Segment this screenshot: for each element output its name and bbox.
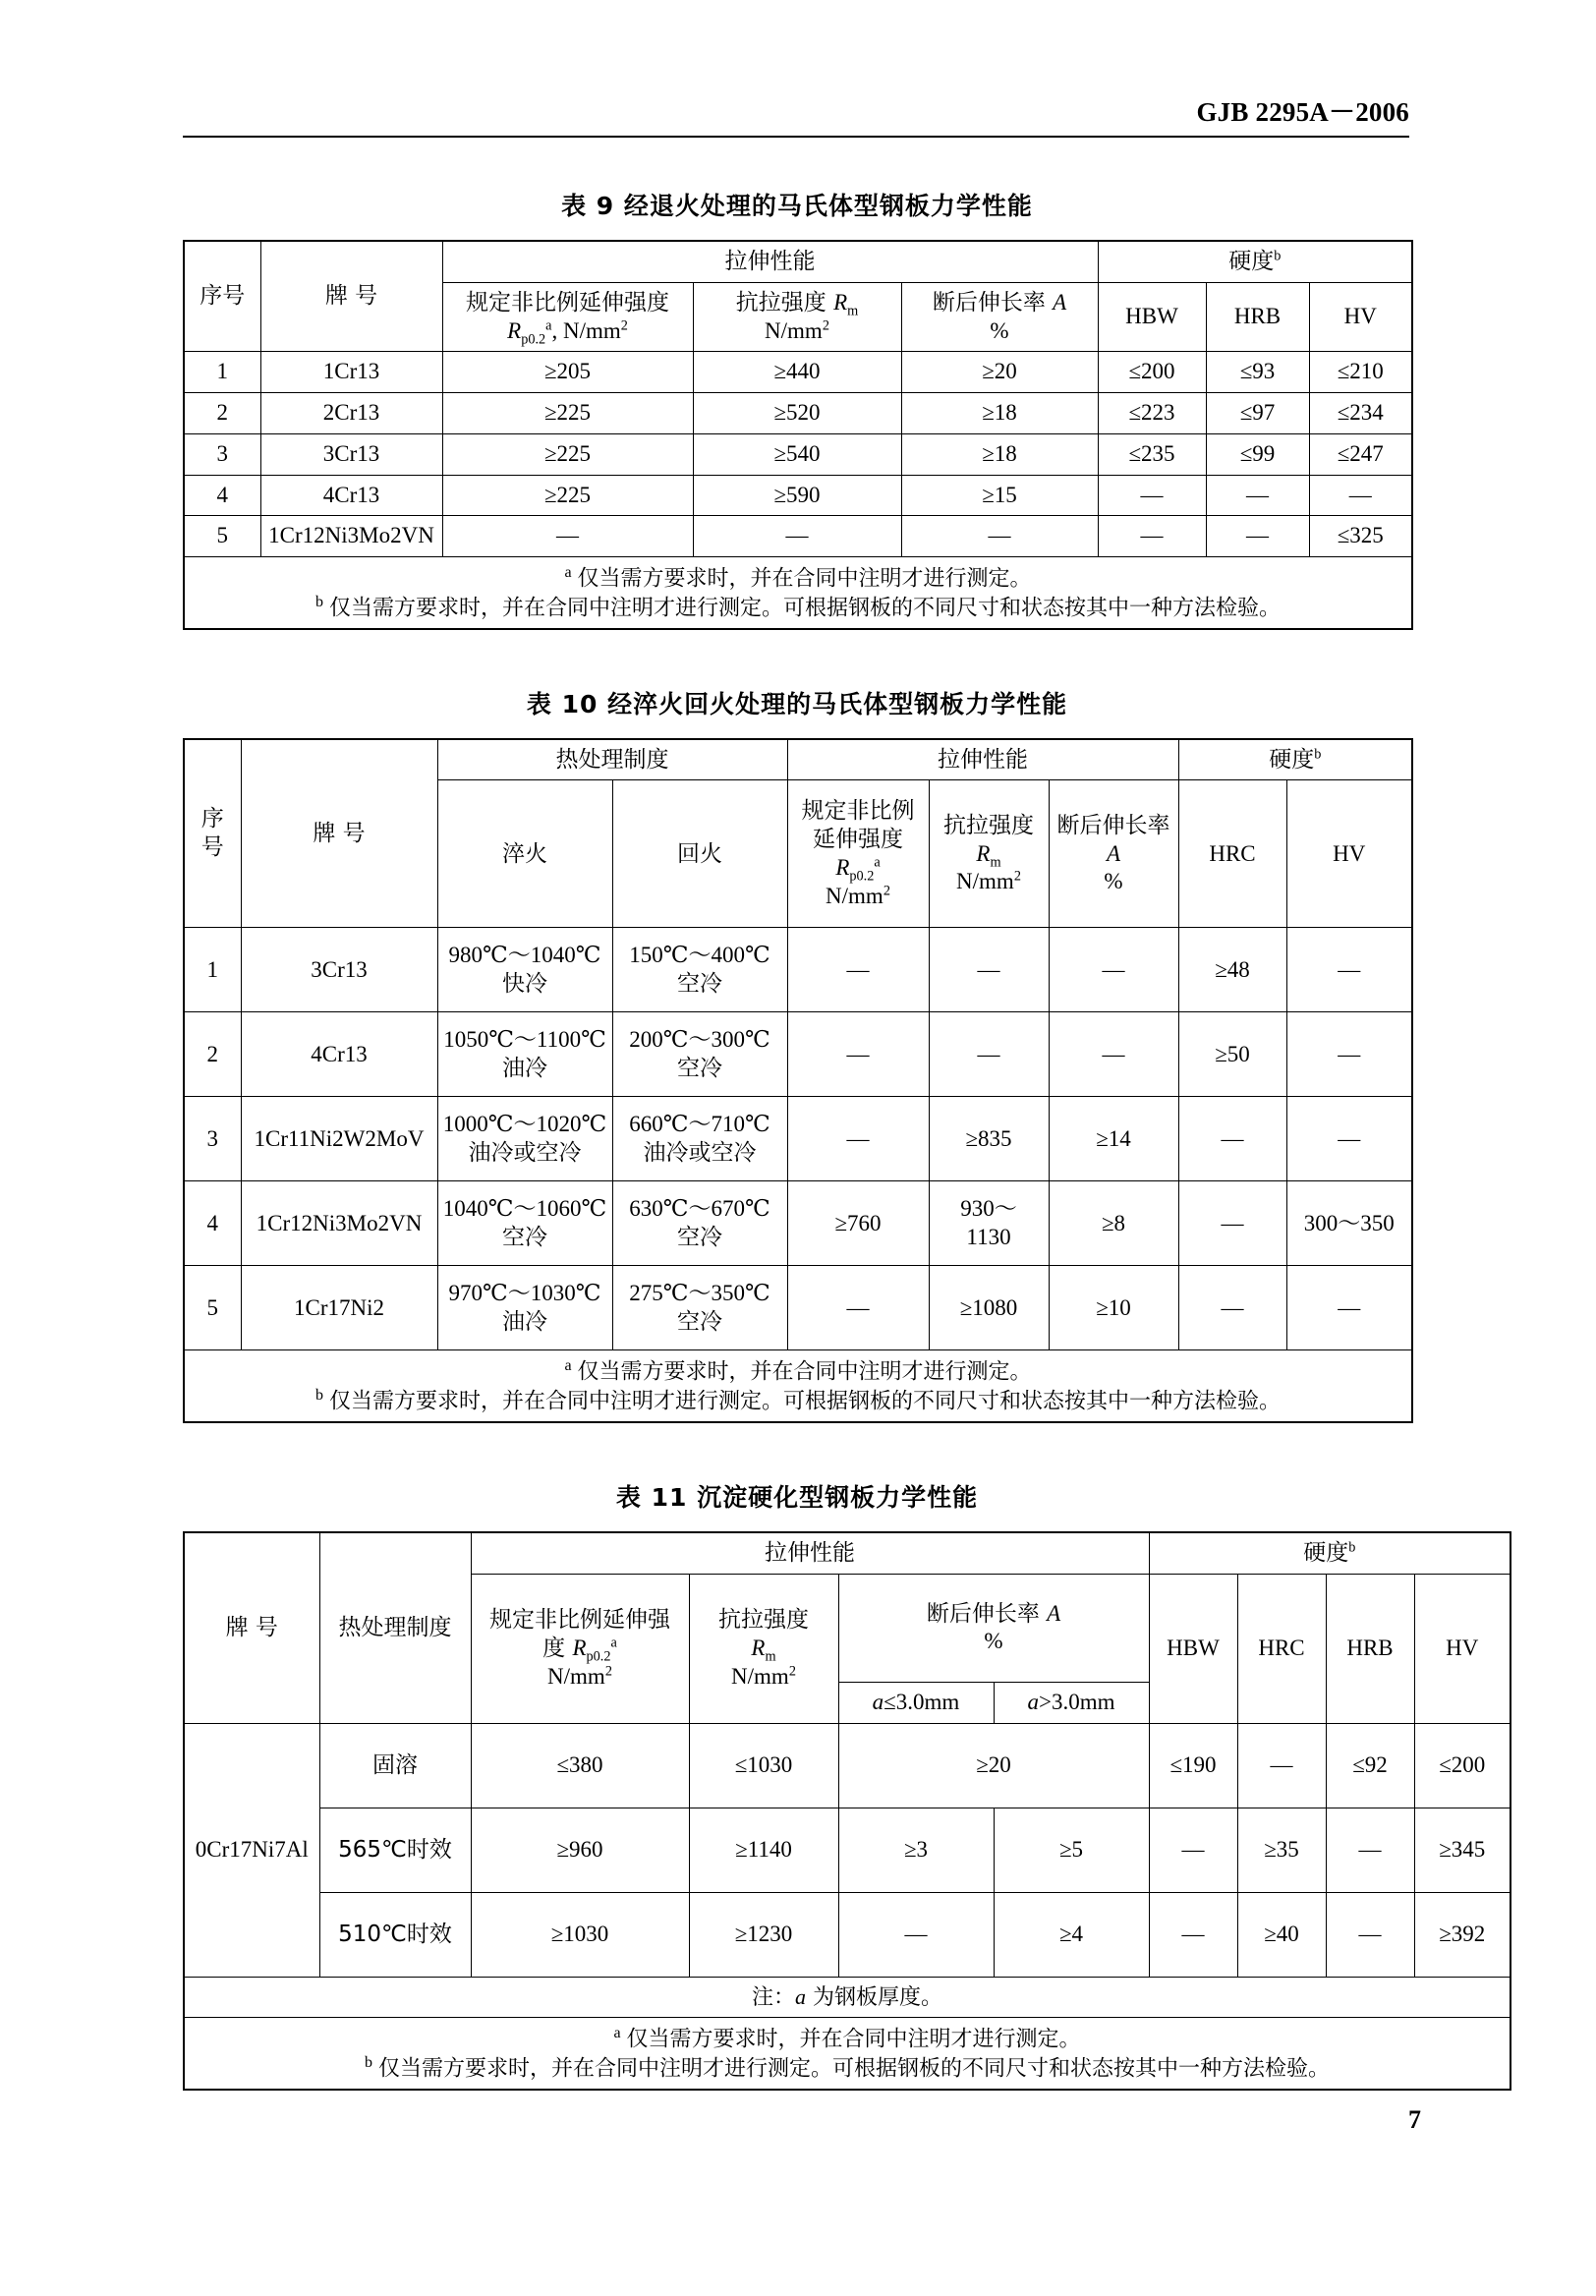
cell-hrc: ≥48 (1178, 928, 1286, 1012)
cell-seq: 3 (184, 433, 260, 475)
cell-elongation-le: — (838, 1892, 994, 1977)
th-rp02-line2-prefix: 度 (542, 1635, 573, 1661)
cell-seq: 3 (184, 1097, 241, 1181)
table-10-block (183, 685, 1411, 1423)
th-hrb: HRB (1206, 282, 1309, 352)
th-elong-label: 断后伸长率 (932, 289, 1054, 316)
th-hardness-label: 硬度 (1303, 1540, 1349, 1567)
footnote-a-text: 仅当需方要求时，并在合同中注明才进行测定。 (577, 566, 1032, 592)
temper-temp: 275℃～350℃ (629, 1281, 770, 1306)
th-temper: 回火 (612, 780, 787, 928)
table-row (184, 475, 1412, 516)
table-row (184, 352, 1412, 393)
cell-hrb: ≤99 (1206, 433, 1309, 475)
cell-rp02: ≥225 (442, 393, 693, 434)
rm-subscript: m (765, 1648, 776, 1665)
th-grade: 牌 号 (184, 1532, 319, 1723)
footnote-b-mark: b (315, 593, 323, 610)
cell-hv: ≤234 (1309, 393, 1412, 434)
note-symbol: a (795, 1983, 806, 2009)
cell-elongation: — (901, 516, 1098, 557)
th-grade: 牌 号 (241, 739, 437, 928)
th-rp02 (442, 282, 693, 352)
cell-elongation: ≥8 (1049, 1181, 1178, 1266)
table-row (184, 1266, 1412, 1350)
cell-elongation-combined: ≥20 (838, 1723, 1149, 1808)
footnote-a (188, 2024, 1507, 2053)
th-quench: 淬火 (437, 780, 612, 928)
th-hardness-footnote-mark: b (1314, 746, 1322, 762)
table-9-footnotes-row (184, 557, 1412, 629)
rm-subscript: m (990, 854, 1001, 871)
table-11-footnotes (184, 2018, 1510, 2090)
table-10-footnotes-row (184, 1350, 1412, 1422)
th-hbw: HBW (1098, 282, 1206, 352)
rp-unit-exp: 2 (883, 883, 890, 898)
th-rm-label: 抗拉强度 (943, 812, 1034, 838)
cell-hbw: — (1149, 1892, 1237, 1977)
cell-elongation-gt: ≥4 (994, 1892, 1149, 1977)
cell-elongation: — (1049, 1012, 1178, 1097)
table-9-body (184, 352, 1412, 629)
rm-units: N/mm (765, 317, 823, 343)
elong-units: % (990, 317, 1009, 343)
footnote-a (188, 1356, 1408, 1386)
elong-symbol: A (1106, 840, 1121, 866)
cell-hrb: ≤93 (1206, 352, 1309, 393)
cell-grade: 3Cr13 (260, 433, 442, 475)
temper-cooling: 空冷 (677, 1308, 722, 1335)
footnote-b (188, 593, 1408, 622)
cell-hv: — (1286, 1266, 1412, 1350)
cell-quench (437, 1181, 612, 1266)
table-row (184, 1181, 1412, 1266)
table-9-block (183, 187, 1411, 630)
th-rp02-line2 (507, 316, 628, 348)
th-rm-label: 抗拉强度 (718, 1607, 809, 1634)
th-rm (693, 282, 901, 352)
rm-symbol: R (976, 840, 991, 866)
cell-hrc: ≥40 (1237, 1892, 1326, 1977)
footnote-a-text: 仅当需方要求时，并在合同中注明才进行测定。 (626, 2027, 1081, 2052)
page-number: 7 (1408, 2105, 1421, 2134)
cell-hv: — (1286, 1012, 1412, 1097)
temper-temp: 200℃～300℃ (629, 1027, 770, 1053)
thickness-gt-value: >3.0mm (1038, 1689, 1115, 1714)
elong-symbol: A (1047, 1600, 1061, 1626)
th-hardness-footnote-mark: b (1274, 248, 1282, 264)
rp-symbol: R (835, 854, 850, 880)
cell-heat-treatment: 固溶 (319, 1723, 471, 1808)
temper-cooling: 空冷 (677, 1055, 722, 1081)
th-rm (689, 1574, 838, 1723)
th-hrb: HRB (1326, 1574, 1414, 1723)
cell-hv: ≤210 (1309, 352, 1412, 393)
cell-hv: — (1286, 1097, 1412, 1181)
quench-cooling: 油冷 (502, 1308, 547, 1335)
th-rp02-line2: 延伸强度 (813, 827, 903, 853)
cell-hrc: — (1178, 1097, 1286, 1181)
cell-grade: 1Cr11Ni2W2MoV (241, 1097, 437, 1181)
th-rm-label: 抗拉强度 (735, 289, 834, 316)
cell-hrb: — (1206, 516, 1309, 557)
cell-hrc: ≥50 (1178, 1012, 1286, 1097)
footnote-b-mark: b (364, 2053, 372, 2071)
quench-temp: 980℃～1040℃ (448, 943, 601, 968)
cell-hv: — (1286, 928, 1412, 1012)
cell-hrb: — (1326, 1808, 1414, 1892)
cell-rp02: — (787, 1012, 929, 1097)
temper-temp: 660℃～710℃ (629, 1112, 770, 1137)
cell-hbw: ≤223 (1098, 393, 1206, 434)
rp-footnote-mark: a (545, 316, 552, 333)
table-row (184, 1012, 1412, 1097)
rp-unit-exp: 2 (620, 316, 628, 333)
quench-temp: 970℃～1030℃ (448, 1281, 601, 1306)
rm-unit-exp: 2 (788, 1662, 796, 1679)
th-hrc: HRC (1178, 780, 1286, 928)
cell-rm: ≤1030 (689, 1723, 838, 1808)
cell-grade: 4Cr13 (241, 1012, 437, 1097)
thickness-symbol: a (1027, 1689, 1039, 1714)
quench-cooling: 快冷 (502, 970, 547, 997)
elong-units: % (984, 1629, 1003, 1654)
cell-rp02: ≥960 (471, 1808, 689, 1892)
th-thickness-le (838, 1682, 994, 1723)
rm-units: N/mm (731, 1663, 789, 1689)
rp-units: N/mm (547, 1663, 605, 1689)
cell-rp02: ≥225 (442, 475, 693, 516)
footnote-b (188, 2053, 1507, 2083)
cell-rp02: — (787, 1266, 929, 1350)
table-row (184, 516, 1412, 557)
rp-subscript: p0.2 (586, 1648, 611, 1665)
quench-cooling: 油冷或空冷 (468, 1139, 582, 1166)
rp-symbol: R (572, 1635, 587, 1660)
cell-temper (612, 1097, 787, 1181)
table-10-footnotes (184, 1350, 1412, 1422)
th-hv: HV (1309, 282, 1412, 352)
table-9-title: 表 9 经退火处理的马氏体型钢板力学性能 (561, 192, 1033, 220)
cell-grade: 0Cr17Ni7Al (184, 1723, 319, 1977)
rp-footnote-mark: a (874, 854, 881, 871)
th-rp02-line1: 规定非比例延伸强度 (466, 289, 669, 316)
th-tensile-group: 拉伸性能 (442, 241, 1098, 282)
th-hrc: HRC (1237, 1574, 1326, 1723)
cell-quench (437, 1097, 612, 1181)
quench-temp: 1050℃～1100℃ (443, 1027, 606, 1053)
cell-seq: 4 (184, 475, 260, 516)
cell-hrc: ≥35 (1237, 1808, 1326, 1892)
cell-hv: ≤247 (1309, 433, 1412, 475)
footnote-a-mark: a (613, 2025, 621, 2042)
cell-rm: ≥1080 (929, 1266, 1049, 1350)
cell-seq: 5 (184, 516, 260, 557)
cell-seq: 2 (184, 393, 260, 434)
rp-units: , N/mm (551, 317, 621, 343)
cell-rp02: ≥1030 (471, 1892, 689, 1977)
th-heat-treatment: 热处理制度 (319, 1532, 471, 1723)
cell-rp02: ≥225 (442, 433, 693, 475)
cell-grade: 1Cr17Ni2 (241, 1266, 437, 1350)
th-elongation (1049, 780, 1178, 928)
table-9-header-row-1 (184, 241, 1412, 282)
rm-range-line2: 1130 (966, 1224, 1011, 1249)
table-row (184, 1723, 1510, 1808)
cell-hv: ≤200 (1414, 1723, 1510, 1808)
cell-temper (612, 928, 787, 1012)
th-thickness-gt (994, 1682, 1149, 1723)
th-hv: HV (1414, 1574, 1510, 1723)
cell-heat-treatment: 510℃时效 (319, 1892, 471, 1977)
th-seq: 序号 (184, 241, 260, 352)
table-11-title: 表 11 沉淀硬化型钢板力学性能 (615, 1483, 979, 1513)
quench-temp: 1040℃～1060℃ (442, 1196, 607, 1222)
cell-rp02: — (787, 1097, 929, 1181)
rp-symbol: R (507, 317, 522, 343)
footnote-b-text: 仅当需方要求时，并在合同中注明才进行测定。可根据钢板的不同尺寸和状态按其中一种方法检验。 (328, 1389, 1281, 1414)
cell-rm: ≥440 (693, 352, 901, 393)
th-hardness-group (1178, 739, 1412, 780)
cell-hv: — (1309, 475, 1412, 516)
cell-rm: ≥835 (929, 1097, 1049, 1181)
th-heat-treatment-group: 热处理制度 (437, 739, 787, 780)
temper-cooling: 空冷 (677, 1224, 722, 1250)
temper-temp: 150℃～400℃ (629, 943, 770, 968)
cell-seq: 4 (184, 1181, 241, 1266)
header-rule (183, 136, 1409, 138)
table-11-footnotes-row (184, 2018, 1510, 2090)
cell-elongation: ≥18 (901, 433, 1098, 475)
cell-hbw: — (1149, 1808, 1237, 1892)
rp-subscript: p0.2 (521, 331, 546, 348)
cell-hv: ≥392 (1414, 1892, 1510, 1977)
cell-temper (612, 1181, 787, 1266)
footnote-b-text: 仅当需方要求时，并在合同中注明才进行测定。可根据钢板的不同尺寸和状态按其中一种方法检验。 (329, 596, 1282, 621)
rm-symbol: R (751, 1635, 766, 1660)
cell-rp02: — (442, 516, 693, 557)
footnote-a-mark: a (564, 564, 572, 581)
table-9-footnotes (184, 557, 1412, 629)
th-tensile-group: 拉伸性能 (471, 1532, 1149, 1574)
cell-elongation: ≥20 (901, 352, 1098, 393)
cell-hrc: — (1178, 1266, 1286, 1350)
cell-hv: ≥345 (1414, 1808, 1510, 1892)
th-rp02-line1: 规定非比例 (801, 798, 915, 825)
th-hardness-footnote-mark: b (1348, 1539, 1356, 1556)
footnote-b-mark: b (314, 1387, 323, 1405)
th-rp02 (471, 1574, 689, 1723)
table-11-note (184, 1977, 1510, 2018)
cell-hbw: ≤200 (1098, 352, 1206, 393)
table-row (184, 928, 1412, 1012)
cell-seq: 1 (184, 352, 260, 393)
th-seq-line2: 号 (200, 834, 224, 861)
rp-footnote-mark: a (610, 1635, 617, 1651)
cell-grade: 1Cr12Ni3Mo2VN (241, 1181, 437, 1266)
th-elongation-group (838, 1574, 1149, 1682)
thickness-symbol: a (872, 1689, 884, 1714)
document-id-header: GJB 2295A－2006 (1196, 97, 1409, 127)
table-row (184, 393, 1412, 434)
footnote-a-text: 仅当需方要求时，并在合同中注明才进行测定。 (577, 1359, 1032, 1385)
th-elongation (901, 282, 1098, 352)
th-elong-label: 断后伸长率 (926, 1600, 1048, 1627)
cell-quench (437, 928, 612, 1012)
cell-grade: 3Cr13 (241, 928, 437, 1012)
cell-hrc: — (1178, 1181, 1286, 1266)
rm-symbol: R (833, 289, 848, 315)
cell-rm: — (929, 1012, 1049, 1097)
table-10-body (184, 928, 1412, 1422)
th-tensile-group: 拉伸性能 (787, 739, 1178, 780)
page-content (183, 187, 1486, 2146)
th-hardness-label: 硬度 (1269, 746, 1315, 773)
table-row (184, 1808, 1510, 1892)
rp-subscript: p0.2 (849, 868, 875, 885)
th-rm (929, 780, 1049, 928)
cell-rm (929, 1181, 1049, 1266)
cell-rm: ≥520 (693, 393, 901, 434)
th-elong-label: 断后伸长率 (1056, 812, 1170, 838)
cell-hrb: ≤97 (1206, 393, 1309, 434)
footnote-b (188, 1386, 1408, 1415)
cell-rm: — (693, 516, 901, 557)
th-grade: 牌 号 (260, 241, 442, 352)
cell-rm: ≥1230 (689, 1892, 838, 1977)
cell-seq: 1 (184, 928, 241, 1012)
note-text: 为钢板厚度。 (806, 1984, 942, 2010)
footnote-a (188, 563, 1408, 593)
thickness-le-value: ≤3.0mm (884, 1689, 960, 1714)
rm-range-line1: 930～ (960, 1196, 1017, 1222)
note-prefix: 注： (751, 1984, 795, 2010)
cell-elongation-le: ≥3 (838, 1808, 994, 1892)
th-hardness-label: 硬度 (1228, 249, 1275, 274)
table-10-header-row-1 (184, 739, 1412, 780)
cell-quench (437, 1266, 612, 1350)
cell-elongation: ≥10 (1049, 1266, 1178, 1350)
th-rp02 (787, 780, 929, 928)
table-11 (183, 1531, 1511, 2091)
rm-unit-exp: 2 (1013, 868, 1021, 885)
rm-subscript: m (847, 303, 859, 319)
cell-temper (612, 1266, 787, 1350)
cell-rp02: ≥760 (787, 1181, 929, 1266)
th-seq-line1: 序 (200, 806, 224, 832)
table-11-block (183, 1478, 1486, 2091)
cell-rm: — (929, 928, 1049, 1012)
rp-units: N/mm (826, 883, 884, 908)
elong-symbol: A (1053, 289, 1067, 315)
th-hv: HV (1286, 780, 1412, 928)
cell-hv: ≤325 (1309, 516, 1412, 557)
rm-units: N/mm (956, 869, 1014, 894)
th-rp02-line3 (835, 854, 881, 885)
table-10 (183, 738, 1413, 1423)
th-seq (184, 739, 241, 928)
cell-temper (612, 1012, 787, 1097)
temper-temp: 630℃～670℃ (629, 1196, 770, 1222)
table-11-header-row-1 (184, 1532, 1510, 1574)
table-11-note-row (184, 1977, 1510, 2018)
cell-heat-treatment: 565℃时效 (319, 1808, 471, 1892)
cell-hrb: ≤92 (1326, 1723, 1414, 1808)
cell-rm: ≥1140 (689, 1808, 838, 1892)
cell-rp02: ≤380 (471, 1723, 689, 1808)
table-row (184, 1892, 1510, 1977)
table-row (184, 433, 1412, 475)
quench-cooling: 油冷 (502, 1055, 547, 1081)
cell-grade: 1Cr13 (260, 352, 442, 393)
th-hbw: HBW (1149, 1574, 1237, 1723)
elong-units: % (1104, 869, 1123, 894)
footnote-a-mark: a (564, 1357, 572, 1375)
temper-cooling: 油冷或空冷 (643, 1139, 757, 1166)
cell-hbw: — (1098, 516, 1206, 557)
cell-elongation: ≥15 (901, 475, 1098, 516)
cell-grade: 2Cr13 (260, 393, 442, 434)
cell-hbw: — (1098, 475, 1206, 516)
cell-rm: ≥590 (693, 475, 901, 516)
th-hardness-group (1098, 241, 1412, 282)
cell-seq: 2 (184, 1012, 241, 1097)
th-rp02-line1: 规定非比例延伸强 (489, 1607, 670, 1634)
cell-rm: ≥540 (693, 433, 901, 475)
quench-temp: 1000℃～1020℃ (442, 1112, 607, 1137)
table-10-title: 表 10 经淬火回火处理的马氏体型钢板力学性能 (526, 689, 1068, 718)
cell-seq: 5 (184, 1266, 241, 1350)
cell-elongation: — (1049, 928, 1178, 1012)
rm-unit-exp: 2 (822, 316, 829, 333)
table-11-body (184, 1723, 1510, 2090)
cell-quench (437, 1012, 612, 1097)
cell-elongation-gt: ≥5 (994, 1808, 1149, 1892)
cell-hrb: — (1206, 475, 1309, 516)
rp-unit-exp: 2 (604, 1662, 612, 1679)
footnote-b-text: 仅当需方要求时，并在合同中注明才进行测定。可根据钢板的不同尺寸和状态按其中一种方法检验。 (377, 2056, 1330, 2082)
quench-cooling: 空冷 (502, 1224, 547, 1250)
cell-grade: 4Cr13 (260, 475, 442, 516)
temper-cooling: 空冷 (677, 970, 722, 997)
cell-elongation: ≥14 (1049, 1097, 1178, 1181)
table-row (184, 1097, 1412, 1181)
cell-rp02: — (787, 928, 929, 1012)
cell-hrb: — (1326, 1892, 1414, 1977)
cell-hrc: — (1237, 1723, 1326, 1808)
cell-hbw: ≤235 (1098, 433, 1206, 475)
cell-rp02: ≥205 (442, 352, 693, 393)
cell-hv: 300～350 (1286, 1181, 1412, 1266)
th-hardness-group (1149, 1532, 1510, 1574)
table-9 (183, 240, 1413, 630)
cell-hbw: ≤190 (1149, 1723, 1237, 1808)
cell-grade: 1Cr12Ni3Mo2VN (260, 516, 442, 557)
cell-elongation: ≥18 (901, 393, 1098, 434)
